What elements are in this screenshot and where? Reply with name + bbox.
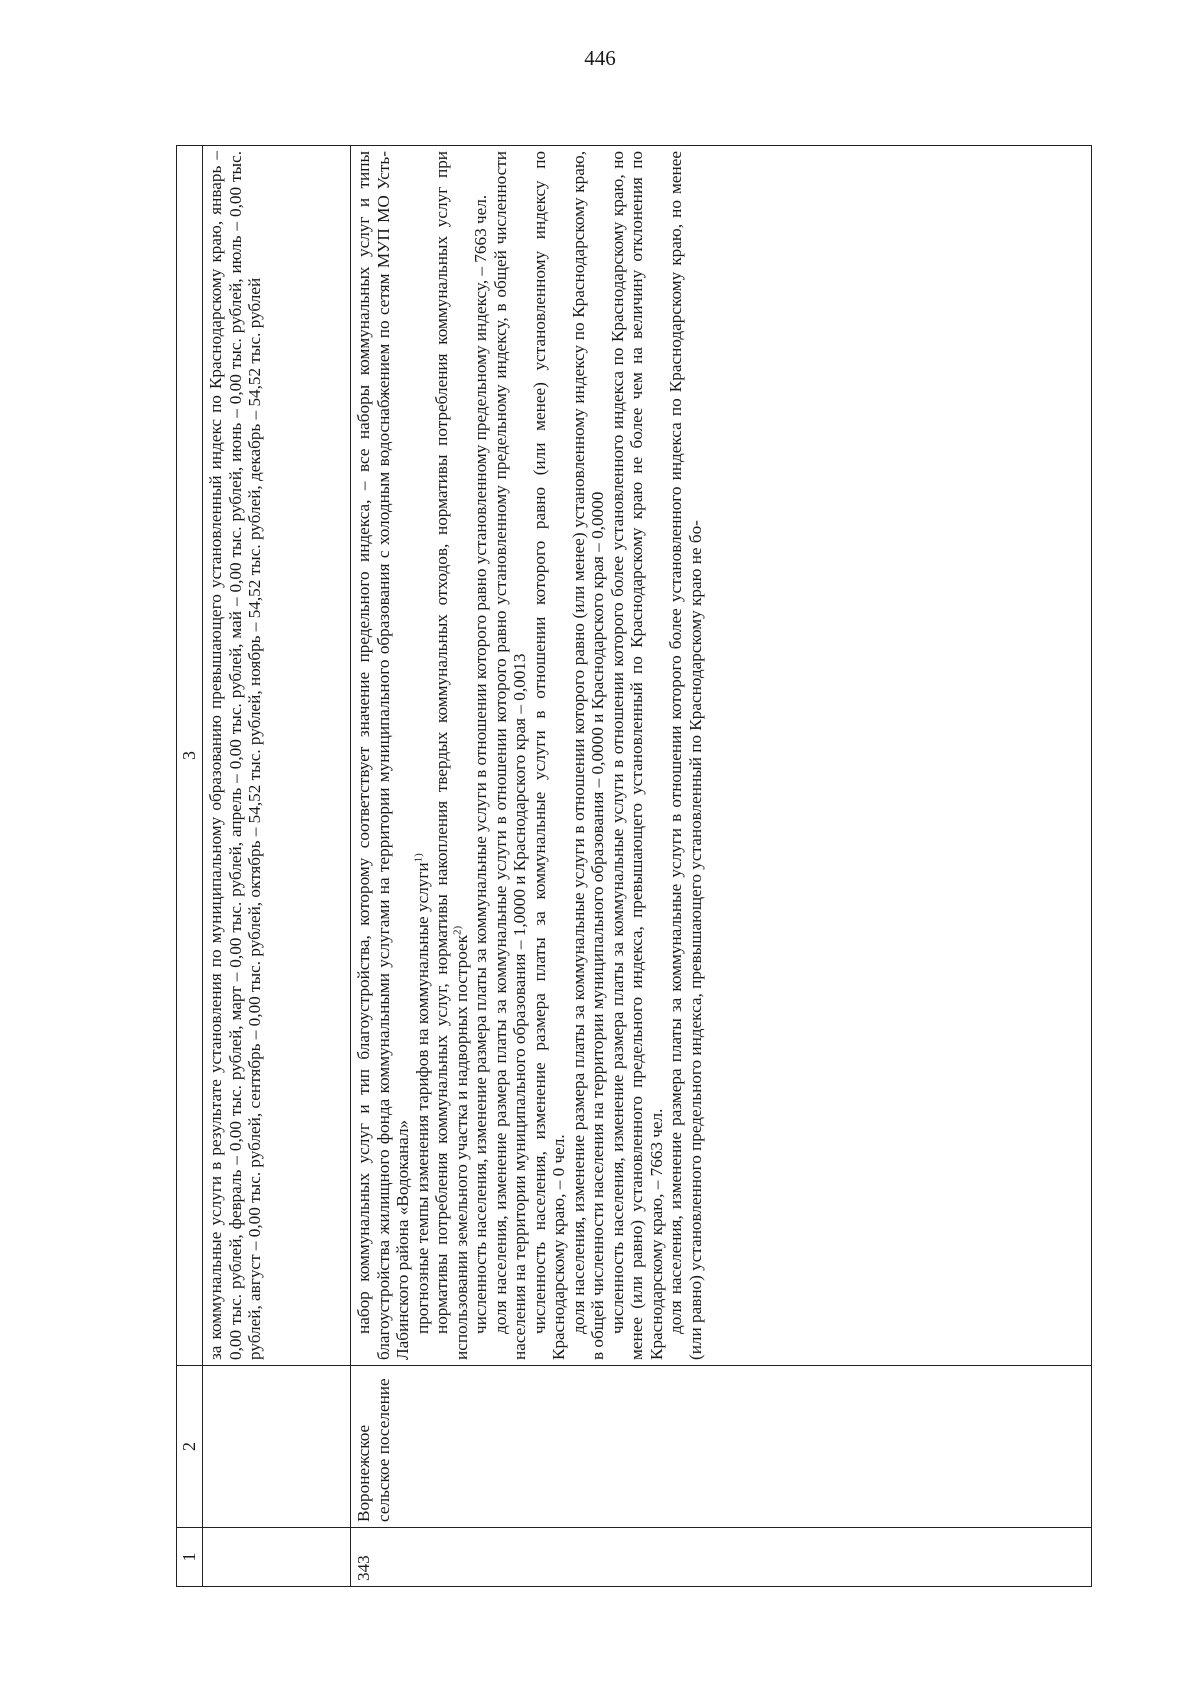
header-col-1: 1 xyxy=(177,1528,203,1587)
paragraph: численность населения, изменение размера платы за коммунальные услуги в отношении которого равно (или менее) установленному индексу по Краснодарскому краю, – 0 чел. xyxy=(529,151,568,1360)
rotated-table-frame xyxy=(176,146,1092,1587)
paragraph: нормативы потребления коммунальных услуг, нормативы накопления твердых коммунальных отходов, нормативы потребления коммунальных услуг при использовании земельного участка и надворных построек$^{2)}$ xyxy=(432,151,471,1360)
header-col-3: 3 xyxy=(177,146,203,1366)
row-name-cell: Воронежское сельское поселение xyxy=(351,1366,1092,1528)
row-description-cell xyxy=(203,146,351,1366)
paragraph: доля населения, изменение размера платы за коммунальные услуги в отношении которого более установленного индекса по Краснодарскому краю, но менее (или равно) установленного предельного индекса, превышающего установленный по Краснодарскому краю не бо- xyxy=(666,151,705,1360)
paragraph: набор коммунальных услуг и тип благоустройства, которому соответствует значение предельного индекса, – все наборы коммунальных услуг и типы благоустройства жилищного фонда коммунальными услугами на территории муниципального образования с холодным водоснабжением по сетям МУП МО Усть-Лабинского района «Водоканал» xyxy=(354,151,412,1360)
table-row xyxy=(351,146,1092,1587)
paragraph: за коммунальные услуги в результате установления по муниципальному образованию превышающего установленный индекс по Краснодарскому краю, январь – 0,00 тыс. рублей, февраль – 0,00 тыс. рублей, март – 0,00 тыс. рублей, апрель – 0,00 тыс. рублей, май – 0,00 тыс. рублей, июнь – 0,00 тыс. рублей, июль – 0,00 тыс. рублей, август – 0,00 тыс. рублей, сентябрь – 0,00 тыс. рублей, октябрь – 54,52 тыс. рублей, ноябрь – 54,52 тыс. рублей, декабрь – 54,52 тыс. рублей xyxy=(206,151,264,1360)
footnote-mark: 2) xyxy=(450,925,463,935)
paragraph: доля населения, изменение размера платы за коммунальные услуги в отношении которого равно (или менее) установленному индексу по Краснодарскому краю, в общей численности населения на территории муниципального образования – 0,0000 и Краснодарского края – 0,0000 xyxy=(568,151,607,1360)
row-number-cell: 343 xyxy=(351,1528,1092,1587)
row-name-cell xyxy=(203,1366,351,1528)
table-header-row xyxy=(177,146,203,1587)
paragraph: прогнозные темпы изменения тарифов на коммунальные услуги$^{1)}$ xyxy=(411,853,432,1334)
paragraph: численность населения, изменение размера платы за коммунальные услуги в отношении которого равно установленному предельному индексу, – 7663 чел. xyxy=(471,194,490,1334)
document-table xyxy=(176,145,1092,1587)
table-row xyxy=(203,146,351,1587)
paragraph: численность населения, изменение размера платы за коммунальные услуги в отношении которого более установленного индекса по Краснодарскому краю, но менее (или равно) установленного предельного индекса, превышающего установленный по Краснодарскому краю не более чем на величину отклонения по Краснодарскому краю, – 7663 чел. xyxy=(607,151,666,1360)
paragraph: доля населения, изменение размера платы за коммунальные услуги в отношении которого равно установленному предельному индексу, в общей численности населения на территории муниципального образования – 1,0000 и Краснодарского края – 0,0013 xyxy=(490,151,529,1360)
row-description-cell xyxy=(351,146,1092,1366)
header-col-2: 2 xyxy=(177,1366,203,1528)
row-number-cell xyxy=(203,1528,351,1587)
footnote-mark: 1) xyxy=(411,853,424,863)
page-number: 446 xyxy=(584,46,616,70)
